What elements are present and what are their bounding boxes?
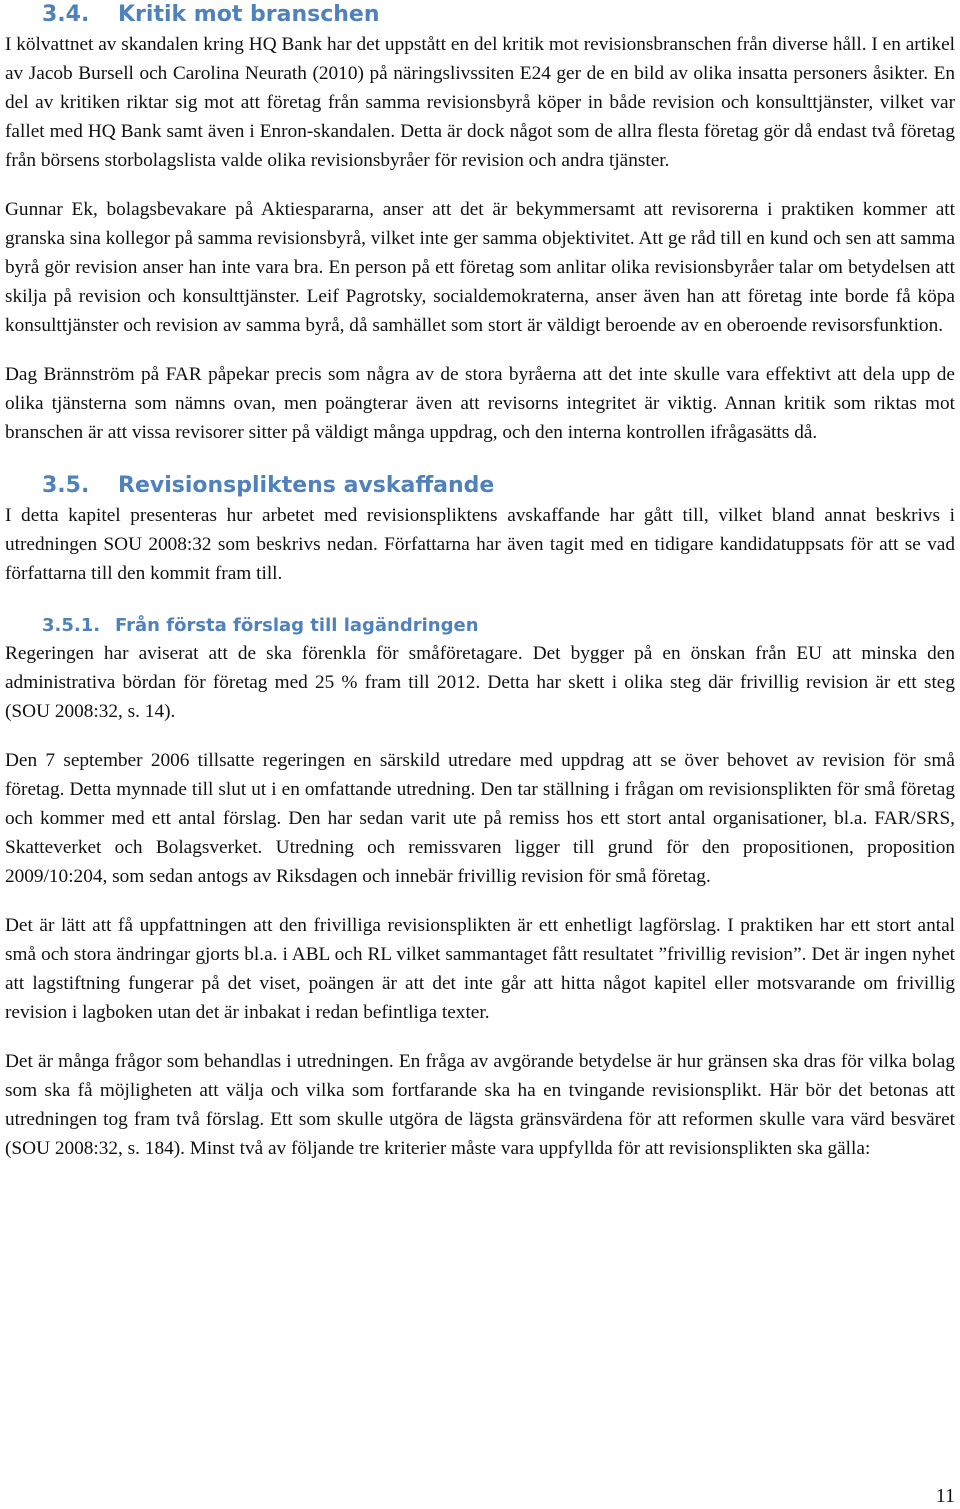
page-number: 11 — [935, 1485, 955, 1507]
section-heading-3-4 — [5, 0, 955, 30]
paragraph: Dag Brännström på FAR påpekar precis som några av de stora byråerna att det inte skulle vara effektivt att dela upp de olika tjänsterna som nämns ovan, men poängterar även att revisorns integritet är viktig. Annan kritik som riktas mot branschen är att vissa revisorer sitter på väldigt många uppdrag, och den interna kontrollen ifrågasätts då. — [5, 364, 955, 443]
section-title: Kritik mot branschen — [118, 2, 380, 27]
paragraph: Den 7 september 2006 tillsatte regeringen en särskild utredare med uppdrag att se över behovet av revision för små företag. Detta mynnade till slut ut i en omfattande utredning. Den tar ställning i frågan om revisionsplikten för små företag och kommer med ett antal förslag. Den har sedan varit ute på remiss hos ett stort antal organisationer, bl.a. FAR/SRS, Skatteverket och Bolagsverket. Utredning och remissvaren ligger till grund för den propositionen, proposition 2009/10:204, som sedan antogs av Riksdagen och innebär frivillig revision för små företag. — [5, 750, 955, 887]
document-page — [5, 0, 955, 1163]
paragraph: I detta kapitel presenteras hur arbetet med revisionspliktens avskaffande har gått till, vilket bland annat beskrivs i utredningen SOU 2008:32 som beskrivs nedan. Författarna har även tagit med en tidigare kandidatuppsats för att se vad författarna till den kommit fram till. — [5, 505, 955, 584]
section-number: 3.5. — [42, 473, 90, 498]
section-heading-3-5-1 — [5, 612, 955, 639]
paragraph: Gunnar Ek, bolagsbevakare på Aktiespararna, anser att det är bekymmersamt att revisorerna i praktiken kommer att granska sina kollegor på samma revisionsbyrå, vilket inte ger samma objektivitet. Att ge råd till en kund och sen att samma byrå gör revision anser han inte vara bra. En person på ett företag som anlitar olika revisionsbyråer talar om betydelsen att skilja på revision och konsulttjänster. Leif Pagrotsky, socialdemokraterna, anser även han att företag inte borde få köpa konsulttjänster och revision av samma byrå, då samhället som stort är väldigt beroende av en oberoende revisorsfunktion. — [5, 199, 955, 336]
section-title: Revisionspliktens avskaffande — [118, 473, 495, 498]
section-number: 3.4. — [42, 2, 90, 27]
paragraph: Det är många frågor som behandlas i utredningen. En fråga av avgörande betydelse är hur gränsen ska dras för vilka bolag som ska få möjligheten att välja och vilka som fortfarande ska ha en tvingande revisionsplikt. Här bör det betonas att utredningen tog fram två förslag. Ett som skulle utgöra de lägsta gränsvärdena för att reformen skulle vara värd besväret (SOU 2008:32, s. 184). Minst två av följande tre kriterier måste vara uppfyllda för att revisionsplikten ska gälla: — [5, 1051, 955, 1159]
section-number: 3.5.1. — [42, 615, 101, 636]
section-heading-3-5 — [5, 471, 955, 501]
section-title: Från första förslag till lagändringen — [115, 615, 479, 636]
paragraph: Regeringen har aviserat att de ska förenkla för småföretagare. Det bygger på en önskan från EU att minska den administrativa bördan för företag med 25 % fram till 2012. Detta har skett i olika steg där frivillig revision är ett steg (SOU 2008:32, s. 14). — [5, 643, 955, 722]
paragraph: I kölvattnet av skandalen kring HQ Bank har det uppstått en del kritik mot revisionsbranschen från diverse håll. I en artikel av Jacob Bursell och Carolina Neurath (2010) på näringslivssiten E24 ger de en bild av olika insatta personers åsikter. En del av kritiken riktar sig mot att företag från samma revisionsbyrå köper in både revision och konsulttjänster, vilket var fallet med HQ Bank samt även i Enron-skandalen. Detta är dock något som de allra flesta företag gör då endast två företag från börsens storbolagslista valde olika revisionsbyråer för revision och andra tjänster. — [5, 34, 955, 171]
paragraph: Det är lätt att få uppfattningen att den frivilliga revisionsplikten är ett enhetligt lagförslag. I praktiken har ett stort antal små och stora ändringar gjorts bl.a. i ABL och RL vilket sammantaget fått resultatet ”frivillig revision”. Det är ingen nyhet att lagstiftning fungerar på det viset, poängen är att det inte går att hitta något kapitel eller motsvarande om frivillig revision i lagboken utan det är inbakat i redan befintliga texter. — [5, 915, 955, 1023]
